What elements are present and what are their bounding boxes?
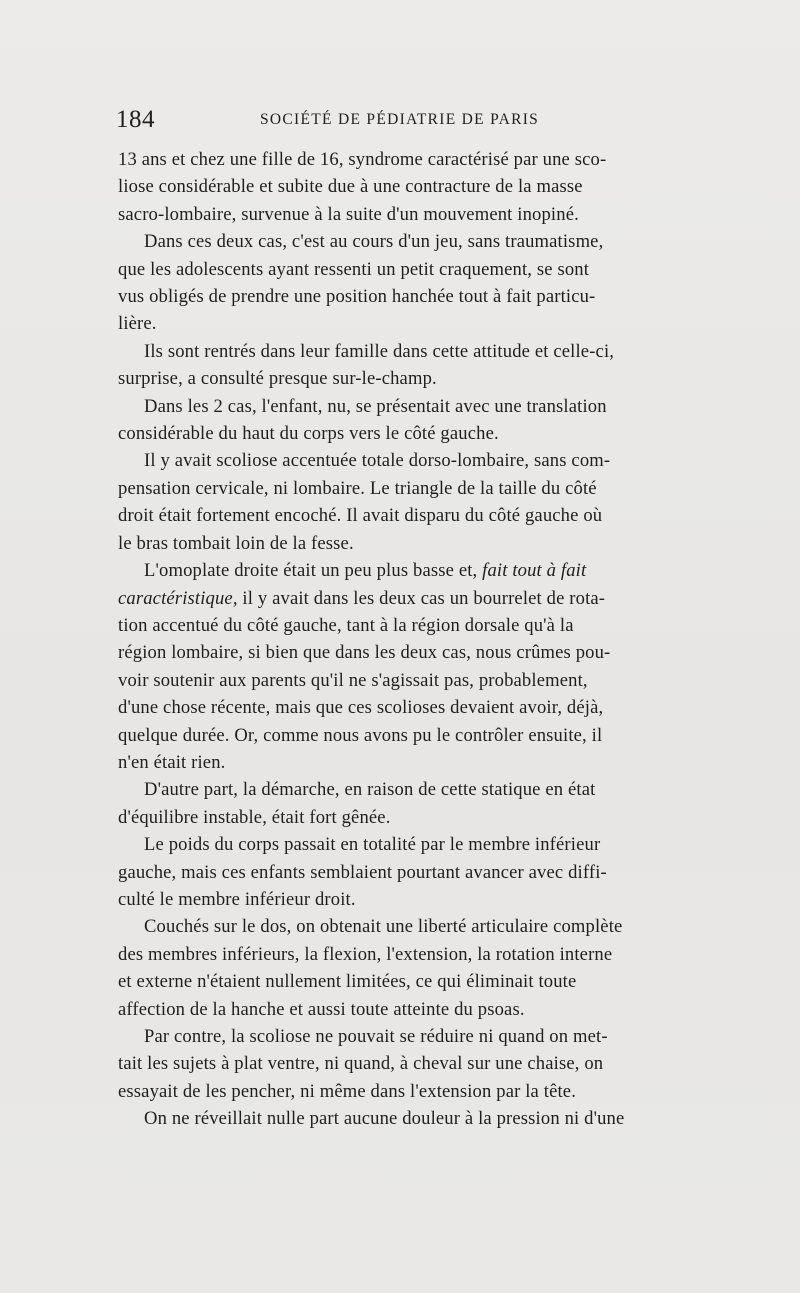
body-text — [118, 146, 738, 1133]
text-line: pensation cervicale, ni lombaire. Le triangle de la taille du côté — [118, 477, 597, 499]
text-line: et externe n'étaient nullement limitées, ce qui éliminait toute — [118, 971, 577, 993]
text-line: liose considérable et subite due à une contracture de la masse — [118, 176, 583, 198]
text-line: Dans ces deux cas, c'est au cours d'un jeu, sans traumatisme, — [144, 231, 604, 253]
italic-phrase: caractéristique, — [118, 587, 238, 609]
text-line: Couchés sur le dos, on obtenait une liberté articulaire complète — [144, 916, 623, 938]
text-line — [118, 585, 738, 612]
paragraph — [118, 831, 738, 913]
text-run: L'omoplate droite était un peu plus basse et, — [144, 560, 483, 582]
text-line: d'une chose récente, mais que ces scolioses devaient avoir, déjà, — [118, 697, 604, 719]
text-line: Ils sont rentrés dans leur famille dans cette attitude et celle-ci, — [144, 340, 615, 362]
text-line: lière. — [118, 313, 157, 335]
paragraph — [118, 338, 738, 393]
paragraph — [118, 393, 738, 448]
text-run: il y avait dans les deux cas un bourrelet de rota- — [237, 587, 606, 609]
running-head: SOCIÉTÉ DE PÉDIATRIE DE PARIS — [260, 111, 540, 128]
page-number: 184 — [116, 106, 155, 133]
text-line: Par contre, la scoliose ne pouvait se réduire ni quand on met- — [144, 1026, 608, 1047]
text-line: surprise, a consulté presque sur-le-champ. — [118, 368, 437, 390]
paragraph — [118, 1023, 738, 1105]
text-line: voir soutenir aux parents qu'il ne s'agissait pas, probablement, — [118, 669, 588, 691]
text-line: tion accentué du côté gauche, tant à la région dorsale qu'à la — [118, 614, 574, 636]
text-line: des membres inférieurs, la flexion, l'extension, la rotation interne — [118, 943, 613, 965]
text-line: D'autre part, la démarche, en raison de cette statique en état — [144, 779, 596, 801]
text-line: le bras tombait loin de la fesse. — [118, 532, 354, 554]
text-line: d'équilibre instable, était fort gênée. — [118, 806, 391, 828]
text-line: On ne réveillait nulle part aucune douleur à la pression ni d'une — [144, 1108, 625, 1130]
text-line: droit était fortement encoché. Il avait disparu du côté gauche où — [118, 505, 603, 527]
paragraph — [118, 146, 738, 228]
italic-phrase: fait tout à fait — [482, 560, 587, 582]
paragraph — [118, 557, 738, 776]
text-line: région lombaire, si bien que dans les deux cas, nous crûmes pou- — [118, 642, 611, 664]
paragraph — [118, 447, 738, 557]
text-line: vus obligés de prendre une position hanchée tout à fait particu- — [118, 286, 596, 308]
text-line: affection de la hanche et aussi toute atteinte du psoas. — [118, 998, 525, 1020]
text-line: n'en était rien. — [118, 751, 226, 773]
text-line: Dans les 2 cas, l'enfant, nu, se présentait avec une translation — [144, 395, 607, 417]
text-line: Le poids du corps passait en totalité par le membre inférieur — [144, 834, 601, 856]
text-line: essayait de les pencher, ni même dans l'extension par la tête. — [118, 1080, 576, 1102]
text-line: quelque durée. Or, comme nous avons pu le contrôler ensuite, il — [118, 724, 603, 746]
text-line: sacro-lombaire, survenue à la suite d'un mouvement inopiné. — [118, 203, 579, 225]
text-line: gauche, mais ces enfants semblaient pourtant avancer avec diffi- — [118, 861, 607, 883]
page-header — [116, 106, 726, 136]
text-line — [118, 557, 738, 584]
text-line: que les adolescents ayant ressenti un petit craquement, se sont — [118, 258, 590, 280]
paragraph — [118, 1105, 738, 1132]
text-line: Il y avait scoliose accentuée totale dorso-lombaire, sans com- — [144, 450, 611, 472]
text-line: tait les sujets à plat ventre, ni quand, à cheval sur une chaise, on — [118, 1053, 604, 1075]
paragraph — [118, 228, 738, 338]
text-line: culté le membre inférieur droit. — [118, 888, 356, 910]
text-line: considérable du haut du corps vers le côté gauche. — [118, 423, 499, 445]
paragraph — [118, 913, 738, 1023]
paragraph — [118, 776, 738, 831]
text-line: 13 ans et chez une fille de 16, syndrome caractérisé par une sco- — [118, 149, 607, 170]
